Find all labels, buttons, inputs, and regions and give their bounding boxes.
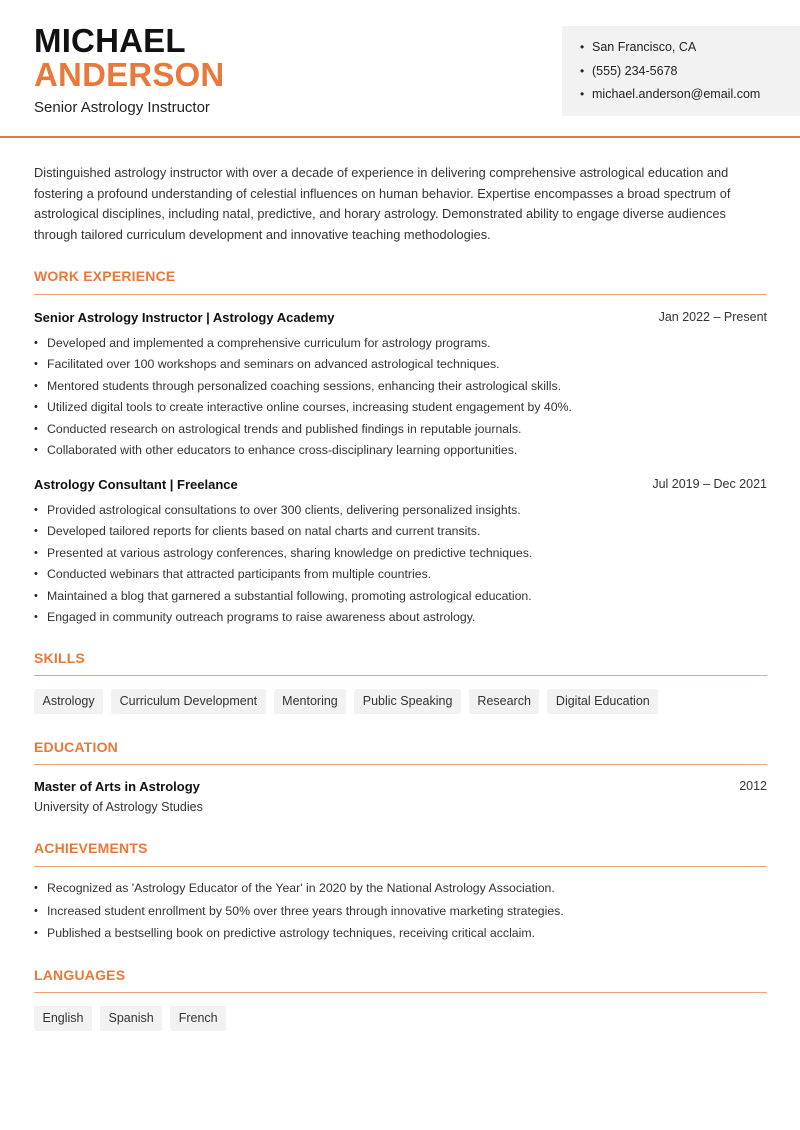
contact-phone [580, 62, 782, 86]
contact-email-text: michael.anderson@email.com [592, 87, 761, 101]
first-name: MICHAEL [34, 22, 186, 59]
job-date: Jan 2022 – Present [658, 310, 767, 324]
list-item-text: Conducted webinars that attracted participants from multiple countries. [47, 567, 432, 582]
contact-phone-text: (555) 234-5678 [592, 63, 678, 78]
bullet-icon: • [34, 610, 38, 623]
bullet-icon: • [34, 568, 38, 581]
contact-location [580, 38, 782, 62]
list-item-text: Collaborated with other educators to enhance cross-disciplinary learning opportunities. [47, 442, 518, 457]
list-item [34, 523, 767, 544]
skill-tag: Curriculum Development [111, 689, 266, 714]
list-item-text: Mentored students through personalized coaching sessions, enhancing their astrological skills. [47, 378, 562, 393]
list-item-text: Conducted research on astrological trends and published findings in reputable journals. [47, 421, 522, 436]
bullet-icon: • [34, 927, 38, 939]
list-item [34, 588, 767, 609]
section-divider [34, 992, 767, 993]
bullet-icon: • [580, 40, 585, 54]
contact-location-text: San Francisco, CA [592, 40, 697, 54]
list-item-text: Provided astrological consultations to over 300 clients, delivering personalized insights. [47, 503, 521, 517]
bullet-icon: • [34, 504, 38, 516]
section-divider [34, 294, 767, 295]
languages-tag-list [34, 1006, 234, 1031]
list-item [34, 442, 767, 463]
list-item-text: Utilized digital tools to create interactive online courses, increasing student engagement by 40%. [47, 400, 572, 415]
bullet-icon: • [34, 546, 38, 559]
list-item [34, 925, 767, 948]
education-year: 2012 [739, 779, 767, 793]
job-bullet-list [34, 335, 767, 463]
list-item-text: Maintained a blog that garnered a substantial following, promoting astrological education. [47, 588, 532, 603]
section-divider [34, 866, 767, 867]
job-bullet-list [34, 502, 767, 630]
job-header [34, 310, 767, 328]
bullet-icon: • [580, 87, 585, 101]
achievements-list [34, 880, 767, 948]
section-title-achievements: ACHIEVEMENTS [34, 840, 148, 856]
bullet-icon: • [34, 882, 38, 894]
list-item [34, 609, 767, 630]
resume-header [0, 0, 800, 138]
language-tag: French [170, 1006, 226, 1031]
list-item-text: Increased student enrollment by 50% over three years through innovative marketing strategies. [47, 903, 564, 918]
job-date: Jul 2019 – Dec 2021 [652, 477, 767, 491]
bullet-icon: • [34, 401, 38, 414]
bullet-icon: • [34, 379, 38, 392]
section-divider [34, 675, 767, 676]
last-name: ANDERSON [34, 56, 225, 93]
skill-tag: Mentoring [274, 689, 347, 714]
list-item [34, 903, 767, 926]
skill-tag: Digital Education [547, 689, 658, 714]
job-header [34, 477, 767, 495]
bullet-icon: • [34, 337, 38, 349]
list-item-text: Published a bestselling book on predictive astrology techniques, receiving critical acclaim. [47, 926, 536, 940]
skill-tag: Public Speaking [354, 689, 461, 714]
list-item-text: Engaged in community outreach programs to raise awareness about astrology. [47, 609, 476, 624]
job-role: Senior Astrology Instructor | Astrology Academy [34, 310, 335, 325]
job-title: Senior Astrology Instructor [34, 99, 210, 116]
contact-box [562, 26, 800, 116]
skills-tag-list [34, 689, 666, 714]
list-item [34, 378, 767, 399]
bullet-icon: • [34, 525, 38, 538]
contact-email [580, 85, 782, 109]
section-divider [34, 764, 767, 765]
list-item [34, 356, 767, 377]
education-school: University of Astrology Studies [34, 800, 203, 814]
section-title-languages: LANGUAGES [34, 967, 126, 983]
section-title-skills: SKILLS [34, 650, 85, 666]
list-item-text: Developed and implemented a comprehensive curriculum for astrology programs. [47, 336, 491, 350]
bullet-icon: • [34, 422, 38, 435]
list-item [34, 545, 767, 566]
education-degree: Master of Arts in Astrology [34, 779, 200, 794]
list-item-text: Facilitated over 100 workshops and seminars on advanced astrological techniques. [47, 357, 500, 372]
list-item [34, 399, 767, 420]
skill-tag: Astrology [34, 689, 103, 714]
list-item-text: Recognized as 'Astrology Educator of the Year' in 2020 by the National Astrology Association. [47, 881, 555, 895]
bullet-icon: • [34, 904, 38, 917]
list-item [34, 335, 767, 356]
skill-tag: Research [469, 689, 540, 714]
job-role: Astrology Consultant | Freelance [34, 477, 238, 492]
bullet-icon: • [580, 63, 585, 78]
list-item [34, 421, 767, 442]
section-title-education: EDUCATION [34, 739, 118, 755]
bullet-icon: • [34, 358, 38, 371]
bullet-icon: • [34, 589, 38, 602]
bullet-icon: • [34, 443, 38, 456]
list-item [34, 502, 767, 523]
language-tag: English [34, 1006, 92, 1031]
list-item-text: Developed tailored reports for clients based on natal charts and current transits. [47, 524, 481, 539]
list-item [34, 566, 767, 587]
list-item [34, 880, 767, 903]
section-title-work: WORK EXPERIENCE [34, 268, 176, 284]
professional-summary: Distinguished astrology instructor with over a decade of experience in delivering comprehensive astrological education and fostering a profound understanding of celestial influences on human behavior. Expertise encompasses a broad spectrum of astrological disciplines, including natal, predictive, and horary astrology. Demonstrated ability to engage diverse audiences through tailored curriculum development and innovative teaching methodologies. [34, 165, 731, 243]
list-item-text: Presented at various astrology conferences, sharing knowledge on predictive techniques. [47, 545, 533, 560]
language-tag: Spanish [100, 1006, 162, 1031]
